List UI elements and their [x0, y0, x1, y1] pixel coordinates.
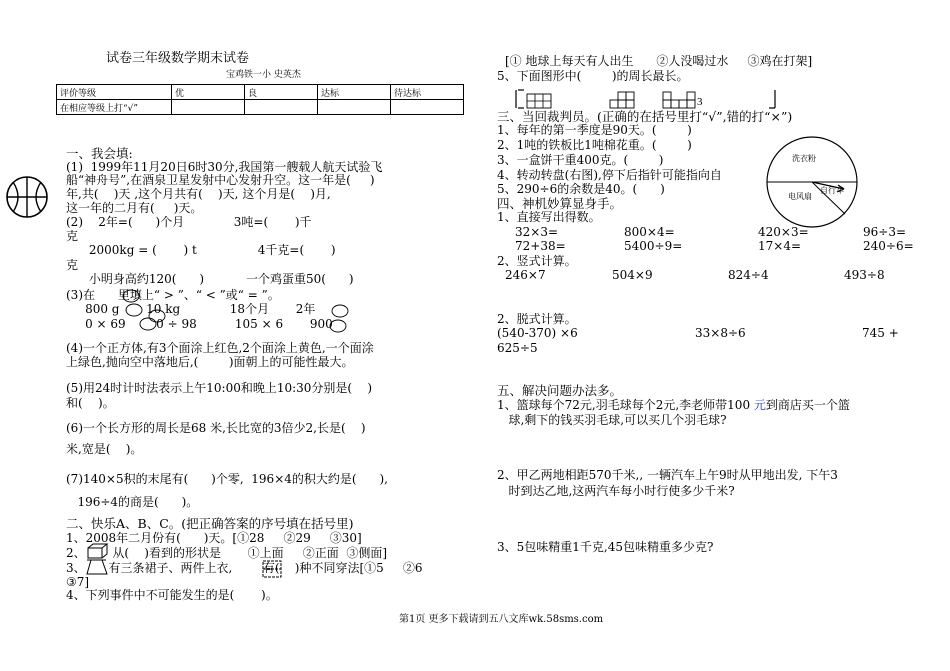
q2-line-2: 克 [66, 229, 79, 243]
cube-icon [87, 543, 109, 559]
compare-oval [140, 318, 156, 330]
q7-line-1: (7)140×5积的末尾有( )个零, 196×4的积大约是( ), [66, 472, 388, 486]
judge-1: 1、每年的第一季度是90天。( ) [497, 123, 692, 137]
events-options: [① 地球上每天有人出生 ②人没喝过水 ③鸡在打架] [505, 54, 813, 68]
judge-3: 3、一盒饼干重400克。( ) [497, 153, 664, 167]
compare-oval [330, 320, 346, 332]
judge-4: 4、转动转盘(右图),停下后指针可能指向自 [497, 168, 722, 182]
q6-line-1: (6)一个长方形的周长是68 米,长比宽的3倍少2,长是( ) [66, 421, 366, 435]
problem-2-line-2: 时到达乙地,这两汽车每小时行使多少千米? [497, 484, 735, 498]
q2-line-4: 克 [66, 258, 79, 272]
calc-item: 824÷4 [728, 268, 769, 282]
svg-text:3: 3 [697, 96, 703, 108]
spinner-label: 自行车 [820, 186, 844, 195]
spinner-label: 洗衣粉 [792, 154, 816, 163]
table-cell: 良 [245, 85, 318, 100]
compare-oval [123, 290, 139, 302]
q6-line-2: 米,宽是( )。 [66, 442, 143, 456]
q2-line-3: 2000kg = ( ) t 4千克=( ) [66, 243, 336, 257]
problem-1-text-end: 到商店买一个篮 [765, 398, 850, 412]
section-4-title: 四、神机妙算显身手。 [497, 196, 623, 211]
q3-line-1: (3)在 里填上“ > ”、“ < ”或“ = ”。 [66, 288, 280, 302]
s2-q1: 1、2008年二月份有( )天。[①28 ②29 ③30] [66, 531, 362, 545]
q2-line-1: (2) 2年=( )个月 3吨=( )千 [66, 215, 312, 229]
q1-line-2: 船“神舟号”,在酒泉卫星发射中心发射升空。这一年是( ) [66, 173, 375, 187]
q4-line-2: 上绿色,抛向空中落地后,( )面朝上的可能性最大。 [66, 355, 354, 369]
step-calc-title: 2、脱式计算。 [497, 312, 577, 326]
q3-line-2: 800 g 10 kg 18个月 2年 [66, 302, 316, 316]
calc-item: 800×4= [624, 225, 675, 239]
table-cell: 达标 [318, 85, 391, 100]
calc-item: 745 + [862, 326, 899, 340]
q5-line-1: (5)用24时计时法表示上午10:00和晚上10:30分别是( ) [66, 381, 373, 395]
q1-line-3: 年,共( )天 ,这个月共有( )天, 这个月是( )月, [66, 187, 331, 201]
problem-2-line-1: 2、甲乙两地相距570千米,, 一辆汽车上午9时从甲地出发, 下午3 [497, 468, 838, 482]
calc-item: 96÷3= [863, 225, 907, 239]
calc-item: 493÷8 [844, 268, 885, 282]
section-5-title: 五、解决问题办法多。 [497, 383, 623, 398]
calc-item: 33×8÷6 [695, 326, 746, 340]
q1-line-4: 这一年的二月有( )天。 [66, 201, 203, 215]
compare-oval [332, 305, 348, 317]
vertical-calc-title: 2、竖式计算。 [497, 254, 577, 268]
spinner-label: 电风扇 [788, 192, 812, 201]
page-footer: 第1页 更多下载请到五八文库wk.58sms.com [399, 614, 604, 625]
q3-line-3: 0 × 69 0 ÷ 98 105 × 6 900 [66, 317, 333, 331]
problem-1-line-1 [497, 399, 850, 413]
section-3-title: 三、当回裁判员。(正确的在括号里打“√”,错的打“×”) [497, 109, 793, 124]
problem-1-text: 1、篮球每个72元,羽毛球每个2元,李老师带100 [497, 398, 754, 412]
q4-line-1: (4)一个正方体,有3个面涂上红色,2个面涂上黄色,一个面涂 [66, 341, 374, 355]
clothes-icon [262, 560, 282, 578]
calc-item: 420×3= [758, 225, 809, 239]
s2-q4: 4、下列事件中不可能发生的是( )。 [66, 588, 278, 602]
calc-item: 240÷6= [863, 239, 914, 253]
calc-item: 504×9 [612, 268, 653, 282]
author: 宝鸡铁一小 史英杰 [226, 70, 301, 80]
table-cell: 待达标 [391, 85, 464, 100]
perimeter-shapes [515, 88, 795, 110]
section-1-title: 一、我会填: [66, 146, 133, 161]
s2-q3-line-2: ③7] [66, 575, 90, 589]
q5-perimeter: 5、下面图形中( )的周长最长。 [497, 69, 689, 83]
calc-item: 17×4= [758, 239, 802, 253]
direct-calc-title: 1、直接写出得数。 [497, 210, 601, 224]
section-2-title: 二、快乐A、B、C。(把正确答案的序号填在括号里) [66, 516, 354, 531]
calc-item: 32×3= [515, 225, 559, 239]
judge-2: 2、1吨的铁板比1吨棉花重。( ) [497, 138, 692, 152]
table-cell: 在相应等级上打“√” [57, 100, 172, 115]
problem-3: 3、5包味精重1千克,45包味精重多少克? [497, 540, 714, 554]
calc-item: (540-370) ×6 [497, 326, 578, 340]
calc-item: 246×7 [505, 268, 546, 282]
problem-1-line-2: 球,剩下的钱买羽毛球,可以买几个羽毛球? [497, 413, 727, 427]
skirt-icon [86, 558, 108, 576]
calc-item: 72+38= [515, 239, 566, 253]
q1-line-1: (1) 1999年11月20日6时30分,我国第一艘载人航天试验飞 [66, 160, 383, 174]
calc-item: 5400÷9= [624, 239, 683, 253]
q2-line-5: 小明身高约120( ) 一个鸡蛋重50( ) [66, 272, 354, 286]
q7-line-2: 196÷4的商是( )。 [66, 495, 199, 509]
page-title: 试卷三年级数学期末试卷 [106, 51, 250, 66]
s2-q2: 2、 从( )看到的形状是 ①上面 ②正面 ③侧面] [66, 546, 388, 560]
table-cell: 优 [172, 85, 245, 100]
s2-q3-line-1: 3、 有三条裙子、两件上衣, 有( )种不同穿法[①5 ②6 [66, 561, 423, 575]
table-cell: 评价等级 [57, 85, 172, 100]
spinner-diagram [760, 135, 865, 230]
compare-oval [149, 310, 165, 322]
judge-5: 5、290÷6的余数是40。( ) [497, 182, 665, 196]
problem-1-unit: 元 [753, 398, 766, 412]
q5-line-2: 和( )。 [66, 396, 115, 410]
compare-oval [126, 304, 142, 316]
calc-item: 625÷5 [497, 341, 538, 355]
